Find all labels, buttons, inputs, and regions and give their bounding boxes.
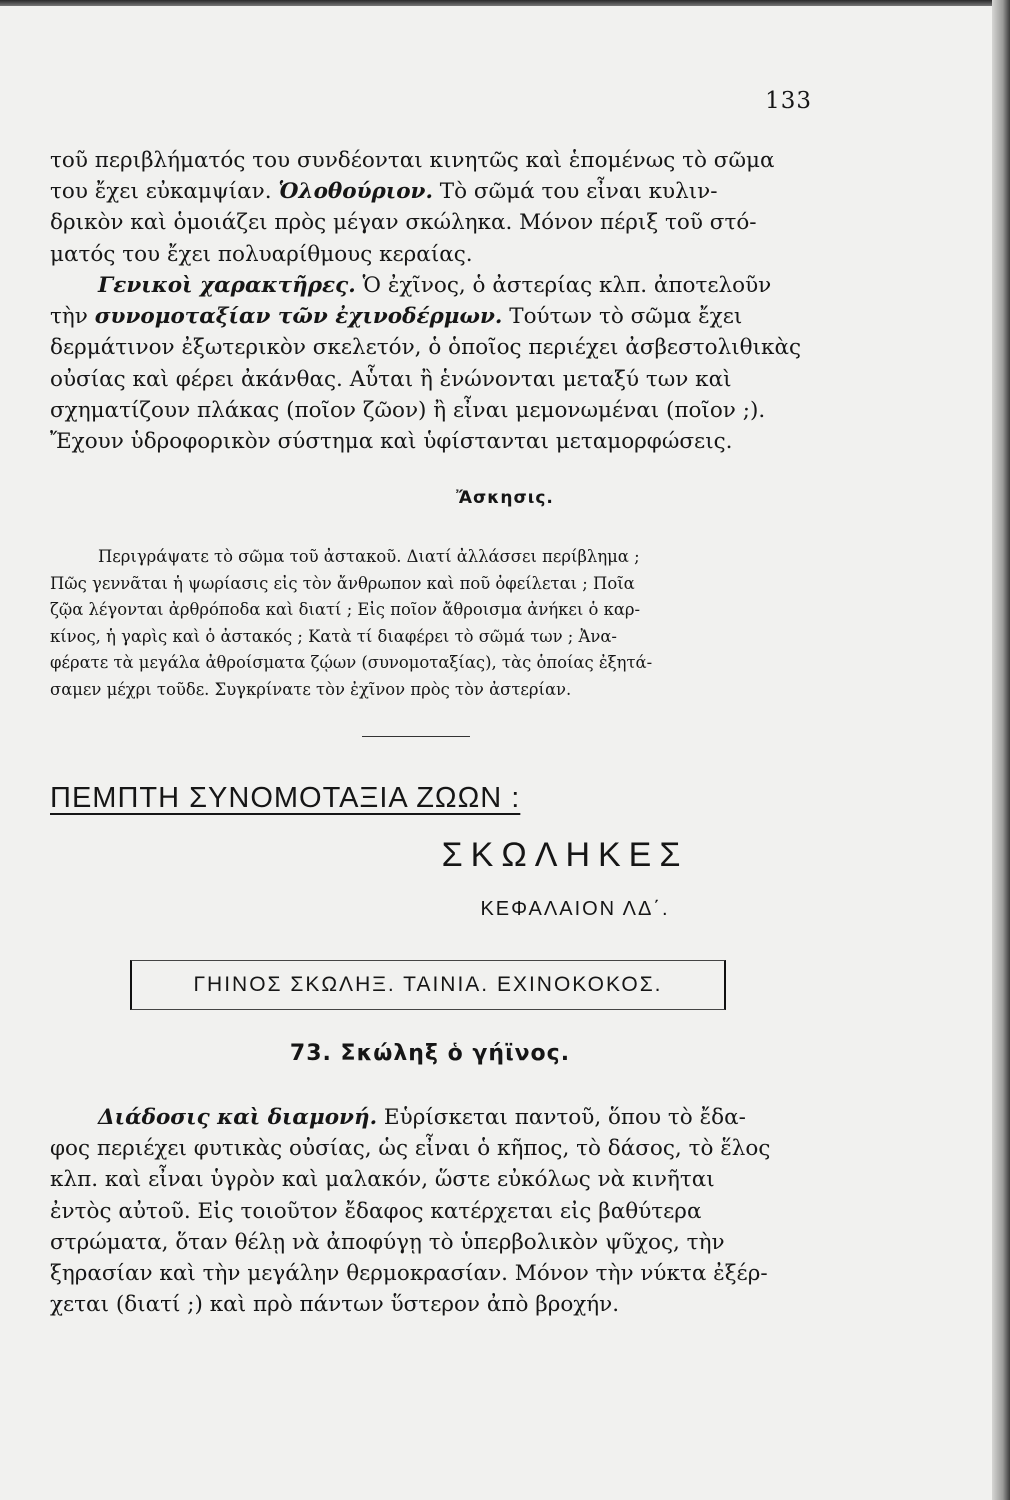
page-right-edge — [992, 0, 1010, 1500]
phylum-title: ΠΕΜΠΤΗ ΣΥΝΟΜΟΤΑΞΙΑ ΖΩΩΝ : — [50, 782, 521, 814]
text-line: δρικὸν καὶ ὁμοιάζει πρὸς μέγαν σκώληκα. Μόνον πέριξ τοῦ στό- — [50, 210, 757, 236]
text-line: Ἔχουν ὑδροφορικὸν σύστημα καὶ ὑφίστανται μεταμορφώσεις. — [50, 429, 733, 455]
text-line: κλπ. καὶ εἶναι ὑγρὸν καὶ μαλακόν, ὥστε εὐκόλως νὰ κινῆται — [50, 1167, 715, 1193]
text-line: Γενικοὶ χαρακτῆρες. Ὁ ἐχῖνος, ὁ ἀστερίας κλπ. ἀποτελοῦν — [98, 273, 772, 298]
text-line: φος περιέχει φυτικὰς οὐσίας, ὡς εἶναι ὁ κῆπος, τὸ δάσος, τὸ ἕλος — [50, 1136, 771, 1162]
text-line: ἐντὸς αὐτοῦ. Εἰς τοιοῦτον ἔδαφος κατέρχεται εἰς βαθύτερα — [50, 1198, 702, 1224]
text-line: του ἔχει εὐκαμψίαν. Ὁλοθούριον. Τὸ σῶμά του εἶναι κυλιν- — [50, 179, 718, 205]
text-line: δερμάτινον ἐξωτερικὸν σκελετόν, ὁ ὁποῖος περιέχει ἀσβεστολιθικὰς — [50, 335, 802, 361]
distribution-paragraph — [50, 1102, 810, 1320]
text-line: φέρατε τὰ μεγάλα ἀθροίσματα ζῴων (συνομοταξίας), τὰς ὁποίας ἐξητά- — [50, 653, 653, 672]
exercise-paragraph — [50, 544, 808, 703]
distribution-label: Διάδοσις καὶ διαμονή. — [98, 1105, 378, 1130]
page-top-edge — [0, 0, 1010, 6]
page-number: 133 — [765, 88, 812, 114]
text-line: κίνος, ἡ γαρὶς καὶ ὁ ἀστακός ; Κατὰ τί διαφέρει τὸ σῶμά των ; Ἀνα- — [50, 626, 617, 646]
text-line: ζῷα λέγονται ἀρθρόποδα καὶ διατί ; Εἰς ποῖον ἄθροισμα ἀνήκει ὁ καρ- — [50, 600, 641, 619]
intro-paragraph — [50, 145, 810, 270]
chapter-label: ΚΕΦΑΛΑΙΟΝ ΛΔ΄. — [480, 898, 670, 920]
chapter-topics-box — [130, 960, 726, 1010]
chapter-topics: ΓΗΙΝΟΣ ΣΚΩΛΗΞ. ΤΑΙΝΙΑ. ΕΧΙΝΟΚΟΚΟΣ. — [193, 973, 663, 996]
worms-title: ΣΚΩΛΗΚΕΣ — [441, 836, 689, 874]
general-characteristics-paragraph — [50, 270, 810, 457]
text-line: στρώματα, ὅταν θέλῃ νὰ ἀποφύγῃ τὸ ὑπερβολικὸν ψῦχος, τὴν — [50, 1229, 725, 1255]
general-characteristics-label: Γενικοὶ χαρακτῆρες. — [98, 273, 356, 298]
section-divider — [362, 736, 470, 737]
exercise-title: Ἄσκησις. — [456, 488, 554, 508]
text-line: ξηρασίαν καὶ τὴν μεγάλην θερμοκρασίαν. Μόνον τὴν νύκτα ἐξέρ- — [50, 1261, 768, 1287]
text-line: οὐσίας καὶ φέρει ἀκάνθας. Αὗται ἢ ἑνώνονται μεταξύ των καὶ — [50, 366, 732, 392]
text-line: Πῶς γεννᾶται ἡ ψωρίασις εἰς τὸν ἄνθρωπον καὶ ποῦ ὀφείλεται ; Ποῖα — [50, 573, 635, 593]
text-line: τοῦ περιβλήματός του συνδέονται κινητῶς καὶ ἑπομένως τὸ σῶμα — [50, 148, 775, 173]
term-echinoderms: συνομοταξίαν τῶν ἐχινοδέρμων. — [94, 304, 503, 330]
text-line: τὴν συνομοταξίαν τῶν ἐχινοδέρμων. Τούτων τὸ σῶμα ἔχει — [50, 304, 743, 330]
text-line: Διάδοσις καὶ διαμονή. Εὑρίσκεται παντοῦ, ὅπου τὸ ἔδα- — [98, 1105, 746, 1130]
text-line: Περιγράψατε τὸ σῶμα τοῦ ἀστακοῦ. Διατί ἀλλάσσει περίβλημα ; — [98, 547, 640, 566]
text-line: ματός του ἔχει πολυαρίθμους κεραίας. — [50, 241, 473, 267]
text-line: σαμεν μέχρι τοῦδε. Συγκρίνατε τὸν ἐχῖνον πρὸς τὸν ἀστερίαν. — [50, 679, 572, 699]
text-line: χεται (διατί ;) καὶ πρὸ πάντων ὕστερον ἀπὸ βροχήν. — [50, 1292, 620, 1318]
section-heading: 73. Σκώληξ ὁ γήϊνος. — [289, 1041, 571, 1066]
term-holothurian: Ὁλοθούριον. — [278, 179, 433, 205]
text-line: σχηματίζουν πλάκας (ποῖον ζῶον) ἢ εἶναι μεμονωμέναι (ποῖον ;). — [50, 397, 766, 423]
